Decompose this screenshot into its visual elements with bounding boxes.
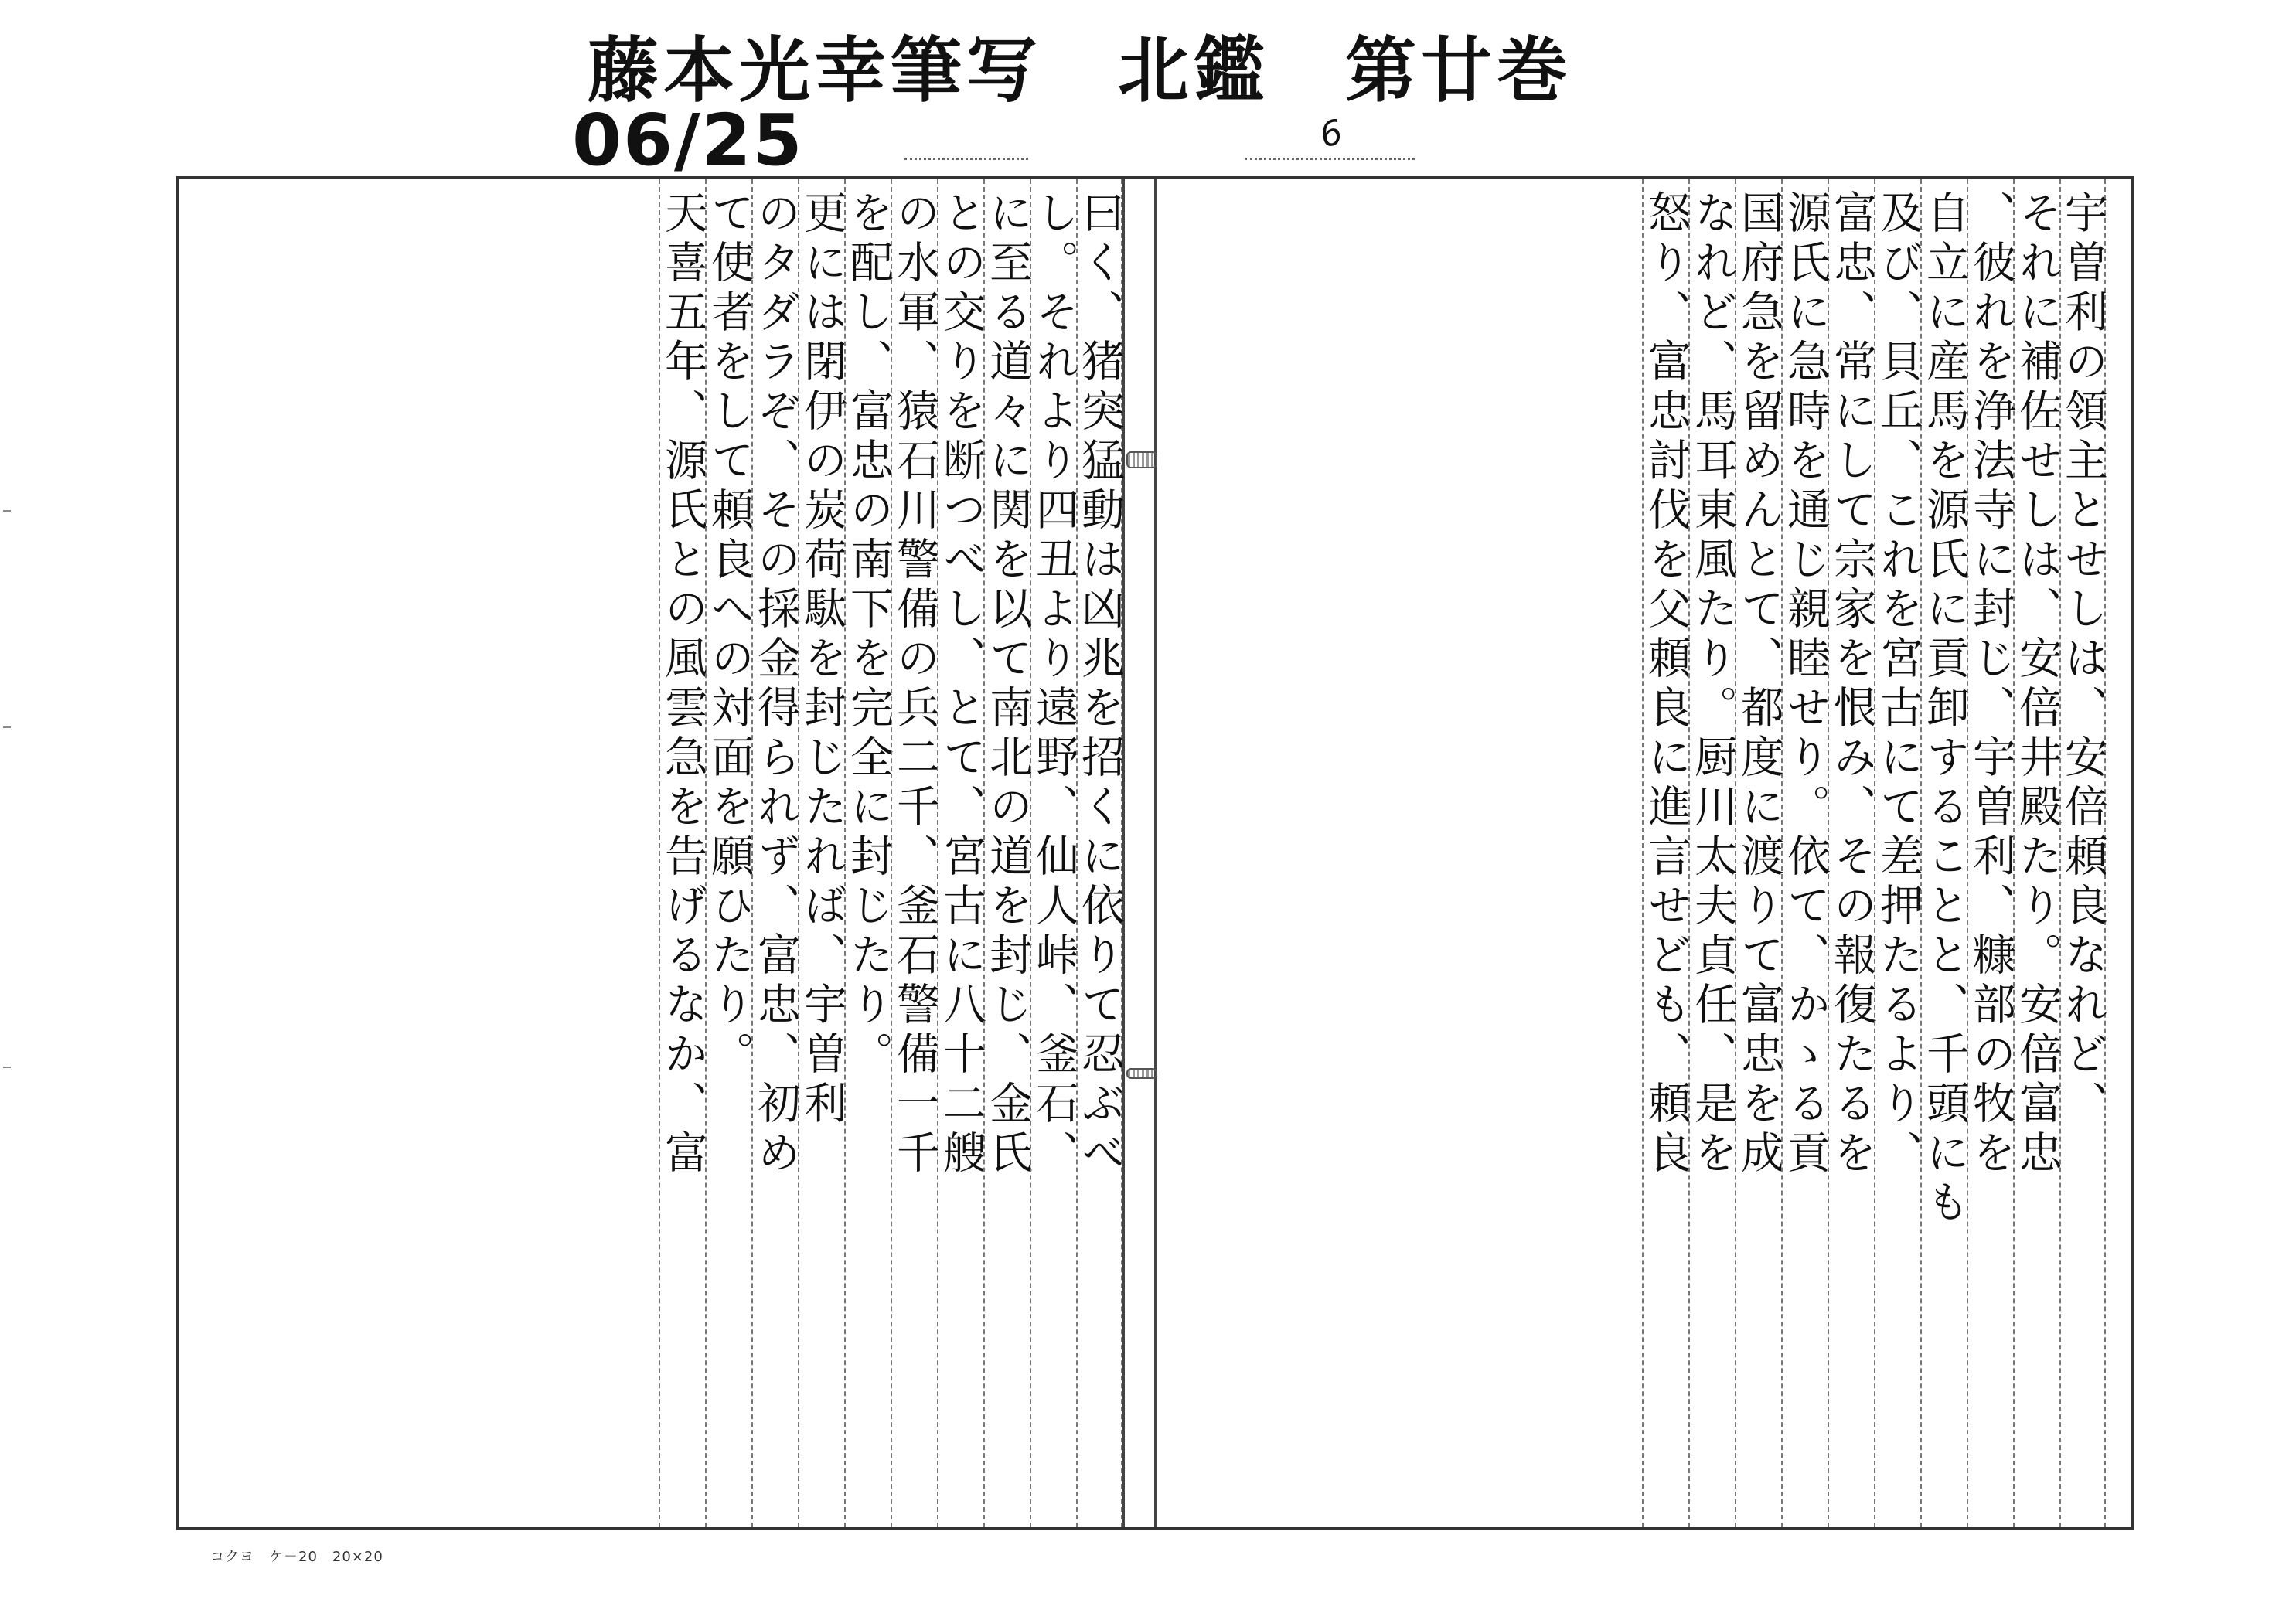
date-label: 06/25 (572, 99, 804, 182)
manuscript-sheet (176, 176, 2134, 1530)
column-text: 国府急を留めんとて、都度に渡りて富忠を成 (1734, 190, 1784, 1179)
manuscript-column (2059, 179, 2106, 1527)
manuscript-column (704, 179, 755, 1527)
column-text: 富忠、常にして宗家を恨み、その報復たるを (1827, 190, 1877, 1179)
column-text: それに補佐せしは、安倍井殿たり。安倍富忠 (2012, 190, 2063, 1179)
manuscript-column (936, 179, 986, 1527)
column-text: 宇曽利の領主とせしは、安倍頼良なれど、 (2058, 190, 2108, 1130)
manuscript-column (983, 179, 1033, 1527)
page-number-mark: 6 (1315, 112, 1347, 156)
manuscript-column (658, 179, 708, 1527)
manuscript-column (2012, 179, 2063, 1527)
column-text: 源氏に急時を通じ親睦せり。依て、かゝる貢 (1780, 190, 1831, 1179)
paper-brand-label: コクヨ ケ－20 20×20 (210, 1549, 383, 1565)
dotted-rule-left (904, 158, 1028, 160)
column-text: の水軍、猿石川警備の兵二千、釜石警備一千 (890, 190, 940, 1179)
column-text: 、彼れを浄法寺に封じ、宇曽利、糠部の牧を (1966, 190, 2016, 1179)
manuscript-column (1827, 179, 1877, 1527)
column-text: なれど、馬耳東風たり。厨川太夫貞任、是を (1688, 190, 1738, 1179)
column-text: 曰く、猪突猛動は凶兆を招くに依りて忍ぶべ (1075, 190, 1125, 1179)
column-text: のタダラぞ、その採金得られず、富忠、初め (751, 190, 801, 1179)
left-page (179, 179, 1125, 1527)
manuscript-column (1780, 179, 1831, 1527)
column-text: を配し、富忠の南下を完全に封じたり。 (843, 190, 894, 1080)
page-title: 藤本光幸筆写 北鑑 第廿巻 (588, 29, 1573, 112)
column-text: 天喜五年、源氏との風雲急を告げるなか、富 (658, 190, 708, 1179)
column-text: し。それより四丑より遠野、仙人峠、釜石、 (1029, 190, 1079, 1179)
manuscript-column (1734, 179, 1784, 1527)
manuscript-column (1029, 179, 1079, 1527)
left-margin-tick (3, 726, 11, 728)
fold-ornament (1126, 451, 1157, 468)
manuscript-column (843, 179, 894, 1527)
column-text: に至る道々に関を以て南北の道を封じ、金氏 (983, 190, 1033, 1179)
manuscript-column (1966, 179, 2016, 1527)
column-text: 自立に産馬を源氏に貢卸することと、千頭にも (1920, 190, 1970, 1229)
column-text: との交りを断つべし、とて、宮古に八十二艘 (936, 190, 986, 1179)
fold-ornament (1126, 1068, 1157, 1079)
manuscript-column (890, 179, 940, 1527)
left-margin-tick (3, 510, 11, 512)
column-text: 怒り、富忠討伐を父頼良に進言せども、頼良 (1641, 190, 1691, 1179)
manuscript-column (1873, 179, 1923, 1527)
column-text: 及び、貝丘、これを宮古にて差押たるより、 (1873, 190, 1923, 1179)
manuscript-column (1075, 179, 1125, 1527)
left-margin-tick (3, 1067, 11, 1068)
manuscript-column (797, 179, 847, 1527)
right-page (1150, 179, 2131, 1527)
manuscript-column (1641, 179, 1691, 1527)
manuscript-column (1688, 179, 1738, 1527)
manuscript-column (751, 179, 801, 1527)
column-text: 更には閉伊の炭荷駄を封じたれば、宇曽利 (797, 190, 847, 1130)
column-text: て使者をして頼良への対面を願ひたり。 (704, 190, 755, 1080)
center-fold (1122, 179, 1157, 1527)
dotted-rule-right (1245, 158, 1415, 160)
manuscript-column (1920, 179, 1970, 1527)
